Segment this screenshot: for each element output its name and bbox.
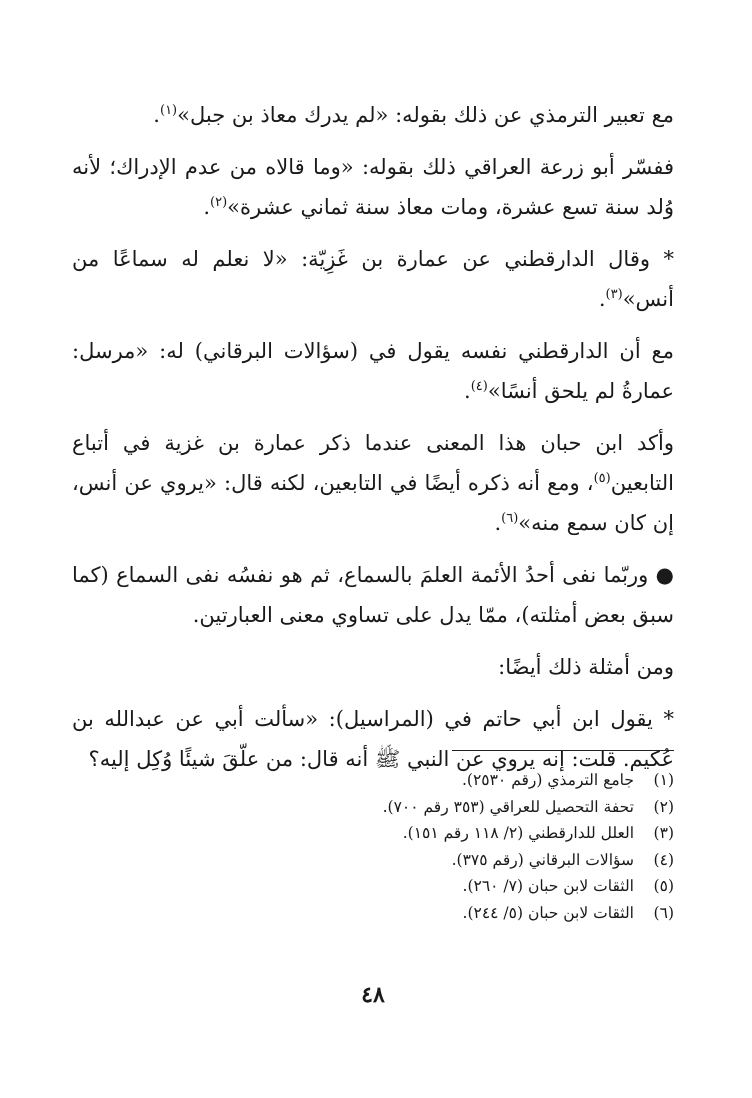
footnote-number: (٦) <box>653 903 674 922</box>
paragraph-text: مع تعبير الترمذي عن ذلك بقوله: «لم يدرك معاذ بن جبل» <box>177 103 674 127</box>
paragraph-text: وأكد ابن حبان هذا المعنى عندما ذكر عمارة بن غزية في أتباع التابعين <box>72 431 674 495</box>
paragraph-2 <box>72 147 674 227</box>
page <box>72 95 674 1098</box>
paragraph-text: ومن أمثلة ذلك أيضًا: <box>498 655 674 679</box>
footnote <box>72 873 674 900</box>
paragraph-tail: . <box>598 287 606 311</box>
paragraph-3 <box>72 239 674 319</box>
paragraph-tail: . <box>464 379 471 403</box>
footnotes-list <box>72 767 674 926</box>
paragraph-4 <box>72 331 674 411</box>
paragraph-1 <box>72 95 674 135</box>
footnote-divider <box>452 750 674 751</box>
footnote-text: سؤالات البرقاني (رقم ٣٧٥). <box>451 850 634 869</box>
paragraph-tail: ، ومع أنه ذكره أيضًا في التابعين، لكنه قال: «يروي عن أنس، إن كان سمع منه» <box>72 471 674 535</box>
footnote <box>72 847 674 874</box>
footnote-number: (٢) <box>653 797 674 816</box>
footnote-number: (٤) <box>653 850 674 869</box>
footnote-ref: (٤) <box>470 379 488 394</box>
footnote-ref: (٥) <box>593 471 611 486</box>
paragraph-text: * يقول ابن أبي حاتم في (المراسيل): «سألت أبي عن عبدالله بن عُكيم. قلت: إنه يروي عن النبي ﷺ أنه قال: من علّقَ شيئًا وُكِل إليه؟ <box>72 707 674 771</box>
paragraph-tail: . <box>153 103 160 127</box>
footnote-text: الثقات لابن حبان (٥/ ٢٤٤). <box>462 903 634 922</box>
paragraph-text: ففسّر أبو زرعة العراقي ذلك بقوله: «وما قالاه من عدم الإدراك؛ لأنه وُلد سنة تسع عشرة، ومات معاذ سنة ثماني عشرة» <box>72 155 674 219</box>
footnote <box>72 767 674 794</box>
footnote-number: (٣) <box>653 824 674 842</box>
footnote-text: جامع الترمذي (رقم ٢٥٣٠). <box>461 771 634 789</box>
paragraph-tail: . <box>494 511 502 535</box>
footnote-ref: (٣) <box>605 287 623 302</box>
footnote-number: (١) <box>653 771 674 789</box>
paragraph-text: مع أن الدارقطني نفسه يقول في (سؤالات البرقاني) له: «مرسل: عمارةُ لم يلحق أنسًا» <box>72 339 674 403</box>
paragraph-7 <box>72 647 674 687</box>
paragraph-6 <box>72 555 674 635</box>
footnote-number: (٥) <box>653 877 674 895</box>
paragraph-text: * وقال الدارقطني عن عمارة بن غَزِيّة: «لا نعلم له سماعًا من أنس» <box>72 247 674 311</box>
footnote-text: الثقات لابن حبان (٧/ ٢٦٠). <box>462 877 634 895</box>
paragraph-tail: . <box>203 195 210 219</box>
footnote-ref: (٦) <box>501 511 519 526</box>
footnote-ref: (٢) <box>210 195 228 210</box>
page-number: ٤٨ <box>361 982 385 1008</box>
footnote <box>72 900 674 927</box>
footnote-ref: (١) <box>159 103 178 118</box>
footnote <box>72 794 674 821</box>
paragraph-5 <box>72 423 674 543</box>
footnote-text: تحفة التحصيل للعراقي (٣٥٣ رقم ٧٠٠). <box>382 797 634 816</box>
paragraph-text: ● وربّما نفى أحدُ الأئمة العلمَ بالسماع، ثم هو نفسُه نفى السماع (كما سبق بعض أمثلته)، ممّا يدل على تساوي معنى العبارتين. <box>72 563 674 627</box>
footnote-text: العلل للدارقطني (٢/ ١١٨ رقم ١٥١). <box>402 824 634 842</box>
footnote <box>72 820 674 847</box>
